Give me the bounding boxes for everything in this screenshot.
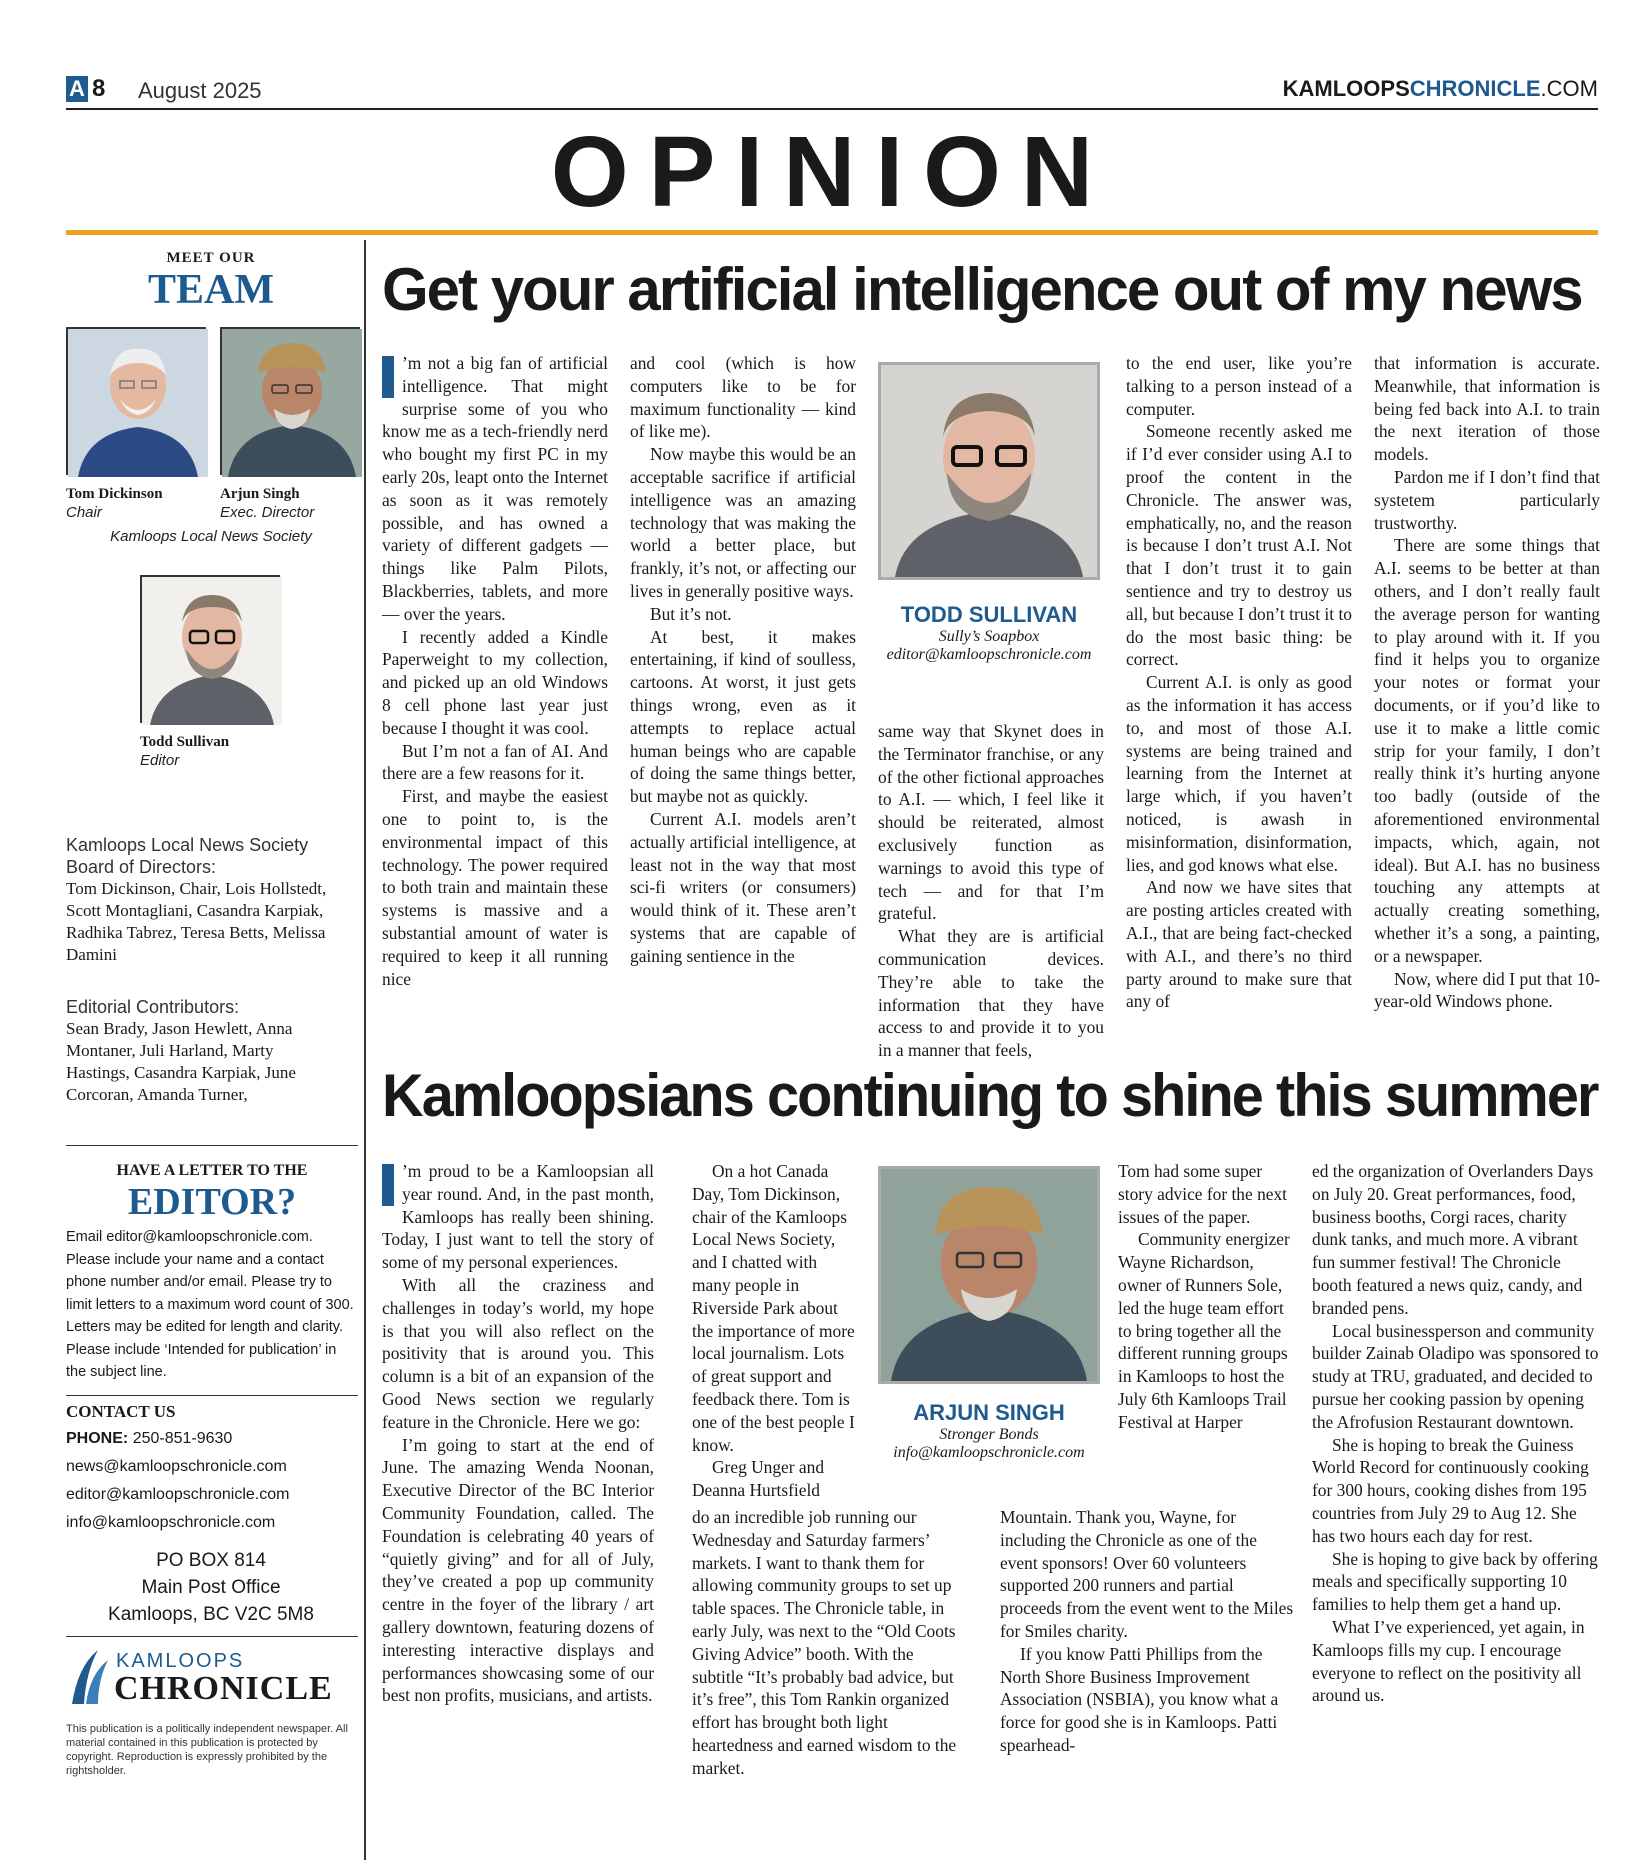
article1-para: There are some things that A.I. seems to be better at than others, and I don’t really fault the average person for wanting to play around with it. If you find it helps you to organize your notes or format your documents, or if you’d like to use it to make a little comic strip for your family, I don’t really think it’s hurting anyone too badly (outside of the aforementioned environmental impacts, which, again, not ideal). But A.I. has no business touching any attempts at actually creating something, whether it’s a song, a painting, or a newspaper. (1374, 535, 1600, 966)
article1-para: and cool (which is how computers like to be for maximum functionality — kind of like me). (630, 353, 856, 442)
team-role-arjun: Exec. Director (220, 504, 315, 521)
article2-para: She is hoping to break the Guiness World Record for continuously cooking for 300 hours, cooking dishes from 195 countries from July 29 to Aug 12. She has two hours each day for rest. (1312, 1434, 1589, 1546)
issue-date: August 2025 (138, 78, 262, 103)
article2-author: ARJUN SINGH (913, 1400, 1065, 1425)
article2-para: I’m going to start at the end of June. The amazing Wenda Noonan, Executive Director of the BC Interior Community Foundation, called. The Foundation is celebrating 40 years of “quietly giving” and for all of July, they’ve created a pop up community centre in the foyer of the library / art gallery downtown, featuring dozens of interesting interactive displays and performances showcasing some of our best non profits, musicians, and artists. (382, 1434, 654, 1706)
letter-label: HAVE A LETTER TO THE (116, 1162, 308, 1179)
board-label: Kamloops Local News Society Board of Directors: (66, 835, 309, 877)
article1-col1 (382, 352, 608, 1040)
chronicle-logo-icon (68, 1646, 112, 1706)
article2-byline (878, 1400, 1100, 1462)
contributors-label: Editorial Contributors: (66, 997, 240, 1017)
article1-para: that information is accurate. Meanwhile, that information is being fed back into A.I. to train the next iteration of those models. (1374, 353, 1600, 465)
article2-para: She is hoping to give back by offering meals and specifically supporting 10 families to help them get a hand up. (1312, 1548, 1598, 1615)
page-header (66, 74, 1598, 110)
contact-divider (66, 1395, 358, 1396)
article1-para: Someone recently asked me if I’d ever consider using A.I to proof the content in the Chronicle. The answer was, emphatically, no, and the reason is because I don’t trust A.I. Not that I don’t trust it to gain sentience and try to destroy us all, but because I don’t trust it to do the most basic thing: be correct. (1126, 421, 1352, 670)
article2-para: Mountain. Thank you, Wayne, for including the Chronicle as one of the event sponsors! Over 60 volunteers supported 200 runners and partial proceeds from the event went to the Miles for Smiles charity. (1000, 1507, 1294, 1641)
article2-para: What I’ve experienced, yet again, in Kamloops fills my cup. I encourage everyone to reflect on the positivity all around us. (1312, 1616, 1585, 1706)
article1-para: Current A.I. models aren’t actually artificial intelligence, at least not in the way that most sci-fi writers (or consumers) would think of it. These aren’t systems that are capable of gaining sentience in the (630, 808, 856, 966)
article2-para: ed the organization of Overlanders Days on July 20. Great performances, food, business booths, Corgi races, charity dunk tanks, and much more. A vibrant fun summer festival! The Chronicle booth featured a news quiz, candy, and branded pens. (1312, 1161, 1594, 1318)
contact-email-editor[interactable]: editor@kamloopschronicle.com (66, 1486, 290, 1503)
team-name-arjun: Arjun Singh (220, 486, 300, 502)
article1-para: same way that Skynet does in the Terminator franchise, or any of the other fictional approaches to A.I. — which, I feel like it should be reiterated, almost exclusively function as warnings to avoid this type of tech — and for that I’m grateful. (878, 721, 1104, 924)
site-url-b: CHRONICLE (1409, 76, 1541, 101)
article1-dropcap-icon (382, 356, 394, 398)
team-role-tom: Chair (66, 504, 102, 521)
logo-divider (66, 1636, 358, 1637)
article1-byline (878, 602, 1100, 664)
article1-column-name: Sully’s Soapbox (938, 628, 1040, 645)
article1-col4 (1126, 352, 1352, 1040)
article1-para: to the end user, like you’re talking to a person instead of a computer. (1126, 353, 1352, 419)
article2-para: Tom had some super story advice for the next issues of the paper. (1118, 1161, 1288, 1227)
article2-para: With all the craziness and challenges in today’s world, my hope is that you will also reflect on the positivity that is around you. This column is a bit of an expansion of the Good News section we regularly feature in the Chronicle. Here we go: (382, 1274, 654, 1432)
letter-divider (66, 1145, 358, 1146)
address-line-2: Main Post Office (141, 1577, 281, 1598)
article2-col1 (382, 1160, 654, 1844)
article2-para: If you know Patti Phillips from the North Shore Business Improvement Association (NSBIA), you know what a force for good she is in Kamloops. Patti spearhead- (1000, 1643, 1279, 1755)
article1-para: Now maybe this would be an acceptable sacrifice if artificial intelligence was an amazing technology that was making the world a better place, but frankly, it’s not, or affecting our lives in generally positive ways. (630, 444, 856, 601)
meet-our-label: MEET OUR (166, 250, 256, 266)
team-photo-tom (66, 327, 206, 475)
author-photo-todd (878, 362, 1100, 580)
article1-para: Current A.I. is only as good as the information it has access to, and most of those A.I. systems are being trained and learning from the Internet at large which, if you haven’t noticed, is awash in misinformation, disinformation, lies, and god knows what else. (1126, 672, 1352, 875)
board-names: Tom Dickinson, Chair, Lois Hollstedt, Scott Montagliani, Casandra Karpiak, Radhika Tabrez, Teresa Betts, Melissa Damini (66, 879, 327, 964)
article1-col2 (630, 352, 856, 1040)
article1-para: First, and maybe the easiest one to point to, is the environmental impact of this technology. The power required to both train and maintain these systems is massive and a substantial amount of water is required to keep it all running nice (382, 786, 608, 989)
orange-divider (66, 230, 1598, 235)
logo-kamloops: KAMLOOPS (116, 1650, 245, 1672)
article1-para: At best, it makes entertaining, if kind of soulless, cartoons. At worst, it just gets things wrong, even as it attempts to replace actual human beings who are capable of doing the same things better, but maybe not as quickly. (630, 626, 856, 807)
article1-author: TODD SULLIVAN (900, 602, 1078, 627)
contributors-names: Sean Brady, Jason Hewlett, Anna Montaner, Juli Harland, Marty Hastings, Casandra Karpiak, June Corcoran, Amanda Turner, (66, 1019, 296, 1104)
address-line-1: PO BOX 814 (156, 1550, 266, 1571)
article1-para: Now, where did I put that 10-year-old Windows phone. (1374, 968, 1600, 1012)
phone-label: PHONE: (66, 1430, 129, 1447)
letter-editor-label: EDITOR? (127, 1181, 297, 1223)
article1-author-email[interactable]: editor@kamloopschronicle.com (886, 646, 1092, 663)
article2-col2a (692, 1160, 856, 1501)
article1-para: But it’s not. (650, 603, 732, 624)
article2-col3a (1118, 1160, 1294, 1490)
article1-para: Pardon me if I don’t find that systetem particularly trustworthy. (1374, 466, 1600, 533)
article2-col2b (692, 1506, 968, 1844)
team-name-tom: Tom Dickinson (66, 486, 163, 502)
article2-para: Community energizer Wayne Richardson, owner of Runners Sole, led the huge team effort to bring together all the different running groups in Kamloops to host the July 6th Kamloops Trail Festival at Harper (1118, 1229, 1290, 1432)
phone-number: 250-851-9630 (132, 1430, 233, 1447)
section-masthead: OPINION (550, 116, 1114, 228)
article1-headline: Get your artificial intelligence out of my news (382, 256, 1582, 323)
team-photo-todd (140, 575, 280, 723)
section-letter: A (66, 76, 88, 102)
sidebar (66, 240, 366, 1860)
author-photo-arjun (878, 1166, 1100, 1384)
article2-col4 (1312, 1160, 1600, 1844)
article2-para: ’m proud to be a Kamloopsian all year round. And, in the past month, Kamloops has really been shining. Today, I just want to tell the story of some of my personal experiences. (382, 1161, 654, 1273)
contact-phone[interactable] (66, 1430, 232, 1448)
article1-col3 (878, 720, 1104, 1061)
society-caption: Kamloops Local News Society (110, 528, 312, 545)
article2-para: do an incredible job running our Wednesday and Saturday farmers’ markets. I want to thank them for allowing community groups to set up table spaces. The Chronicle table, in early July, was next to the “Old Coots Giving Advice” booth. With the subtitle “It’s probably bad advice, but it’s free”, this Tom Rankin organized effort has brought both light heartedness and earned wisdom to the market. (692, 1507, 957, 1778)
site-url-c: .COM (1540, 76, 1598, 101)
article2-para: On a hot Canada Day, Tom Dickinson, chair of the Kamloops Local News Society, and I chatted with many people in Riverside Park about the importance of more local journalism. Lots of great support and feedback there. Tom is one of the best people I know. (692, 1161, 855, 1455)
main-content (382, 240, 1598, 1860)
article1-col5 (1374, 352, 1600, 1040)
team-label: TEAM (148, 267, 274, 313)
article1-para: What they are is artificial communication devices. They’re able to take the information that they have access to and provide it to you in a manner that feels, (878, 926, 1104, 1061)
article2-col3b (1000, 1506, 1294, 1844)
article2-headline: Kamloopsians continuing to shine this summer (382, 1062, 1598, 1129)
article2-author-email[interactable]: info@kamloopschronicle.com (893, 1444, 1085, 1461)
contact-email-news[interactable]: news@kamloopschronicle.com (66, 1458, 287, 1475)
article2-para: Local businessperson and community builder Zainab Oladipo was sponsored to study at TRU, graduated, and decided to pursue her cooking passion by opening the Afrofusion Restaurant downtown. (1312, 1320, 1599, 1432)
article2-column-name: Stronger Bonds (939, 1426, 1039, 1443)
article1-para: But I’m not a fan of AI. And there are a few reasons for it. (382, 740, 608, 784)
site-url[interactable] (1283, 76, 1598, 102)
address-line-3: Kamloops, BC V2C 5M8 (108, 1604, 314, 1625)
article1-para: And now we have sites that are posting articles created with A.I., that are being fact-checked with A.I., and there’s no third party around to make sure that any of (1126, 877, 1352, 1012)
letter-instructions: Email editor@kamloopschronicle.com. Please include your name and a contact phone number and/or email. Please try to limit letters to a maximum word count of 300. Letters may be edited for length and clarity. Please include ‘Intended for publication’ in the subject line. (66, 1229, 354, 1380)
team-name-todd: Todd Sullivan (140, 734, 230, 750)
article2-dropcap-icon (382, 1164, 394, 1206)
disclaimer: This publication is a politically independent newspaper. All material contained in this publication is protected by copyright. Reproduction is expressly prohibited by the rightsholder. (66, 1723, 348, 1777)
article2-para: Greg Unger and Deanna Hurtsfield (692, 1457, 825, 1501)
article1-para: ’m not a big fan of artificial intelligence. That might surprise some of you who know me as a tech-friendly nerd who bought my first PC in my early 20s, leapt onto the Internet as soon as it was remotely possible, and has owned a variety of different gadgets — things like Palm Pilots, Blackberries, tablets, and more — over the years. (382, 353, 608, 624)
site-url-a: KAMLOOPS (1282, 76, 1410, 101)
team-role-todd: Editor (140, 752, 180, 769)
logo-chronicle: CHRONICLE (114, 1670, 333, 1707)
contact-label: CONTACT US (66, 1402, 176, 1421)
contact-email-info[interactable]: info@kamloopschronicle.com (66, 1514, 276, 1531)
article1-para: I recently added a Kindle Paperweight to my collection, and picked up an old Windows 8 cell phone last year just because I thought it was cool. (382, 626, 608, 738)
page-number: 8 (92, 75, 106, 102)
team-photo-arjun (220, 327, 360, 475)
